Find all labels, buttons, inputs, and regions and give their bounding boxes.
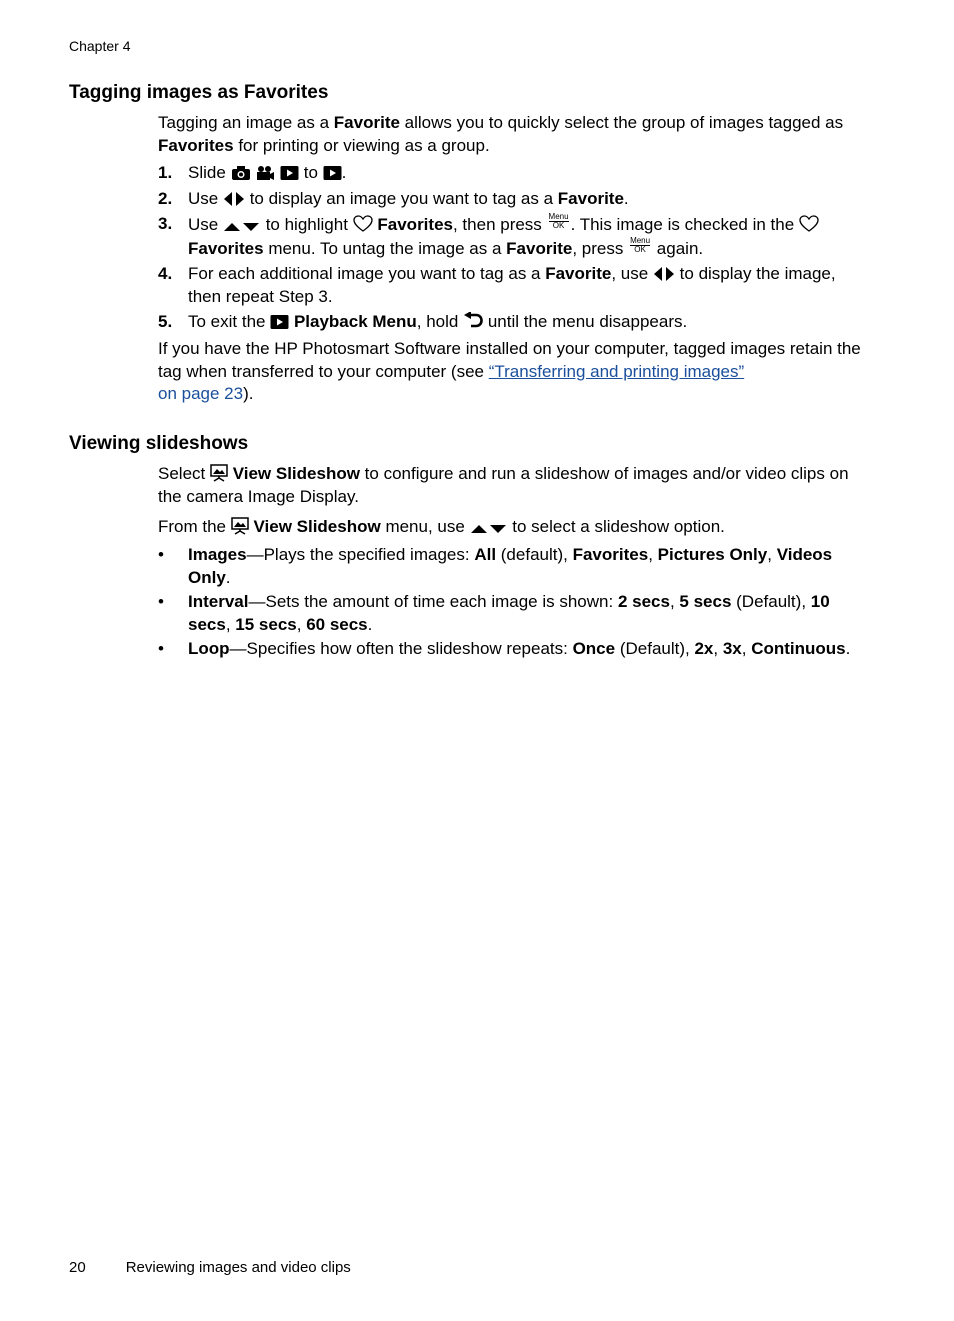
chapter-header: Chapter 4 <box>69 38 131 54</box>
favorites-intro: Tagging an image as a Favorite allows you to quickly select the group of images tagged as Favorites for printing or viewing as a group. <box>158 113 844 155</box>
favorites-outro: If you have the HP Photosmart Software installed on your computer, tagged images retain the tag when transferred to your computer (see “Transferring and printing images” on page 23). <box>158 339 861 403</box>
list-item <box>158 638 870 661</box>
back-arrow-icon <box>463 312 483 330</box>
footer-title: Reviewing images and video clips <box>125 1259 351 1276</box>
playback-icon <box>280 165 299 181</box>
list-item: 4. For each additional image you want to tag as a Favorite, use to display the image, then repeat Step 3. <box>158 264 836 306</box>
slideshow-from: From the View Slideshow menu, use to select a slideshow option. <box>158 517 725 536</box>
transferring-link[interactable]: “Transferring and printing images” <box>488 361 745 381</box>
up-down-arrows-icon <box>223 221 261 233</box>
list-item: 5. To exit the Playback Menu, hold until the menu disappears. <box>158 312 688 331</box>
section-heading-slideshows: Viewing slideshows <box>69 433 249 454</box>
video-camera-icon <box>255 165 275 181</box>
list-item: 3. Use to highlight Favorites, then press Menu OK . This image is checked in the Favorites menu. To untag the image as a Favorite, press Menu OK again. <box>158 213 870 260</box>
camera-icon <box>231 165 251 181</box>
list-item-text: Interval—Sets the amount of time each image is shown: 2 secs, 5 secs (Default), 10 secs, 15 secs, 60 secs. <box>188 592 830 634</box>
up-down-arrows-icon <box>470 523 508 535</box>
page-footer <box>69 1259 351 1276</box>
bullet-marker: • <box>158 592 164 611</box>
page-number: 20 <box>69 1259 86 1276</box>
list-item: 1. Slide to . <box>158 163 347 182</box>
menu-ok-button-icon: Menu OK <box>630 235 651 254</box>
list-item-text: Images—Plays the specified images: All (default), Favorites, Pictures Only, Videos Only. <box>188 545 833 587</box>
bullet-marker: • <box>158 545 164 564</box>
slideshow-intro: Select View Slideshow to configure and run a slideshow of images and/or video clips on the camera Image Display. <box>158 464 849 506</box>
section-heading-favorites: Tagging images as Favorites <box>69 82 329 103</box>
slideshow-icon <box>210 464 228 482</box>
heart-icon <box>799 215 819 233</box>
favorites-steps <box>158 162 870 337</box>
slideshow-options <box>158 544 870 663</box>
list-item <box>158 591 870 636</box>
playback-icon <box>323 165 342 181</box>
bullet-marker: • <box>158 639 164 658</box>
left-right-arrows-icon <box>653 266 675 282</box>
page-link[interactable]: on page 23 <box>158 384 244 403</box>
list-item <box>158 544 870 589</box>
list-item-text: Loop—Specifies how often the slideshow repeats: Once (Default), 2x, 3x, Continuous. <box>188 639 851 658</box>
playback-icon <box>270 314 289 330</box>
heart-icon <box>353 215 373 233</box>
slideshow-icon <box>231 517 249 535</box>
left-right-arrows-icon <box>223 191 245 207</box>
menu-ok-button-icon: Menu OK <box>548 212 569 230</box>
list-item: 2. Use to display an image you want to tag as a Favorite. <box>158 188 629 208</box>
